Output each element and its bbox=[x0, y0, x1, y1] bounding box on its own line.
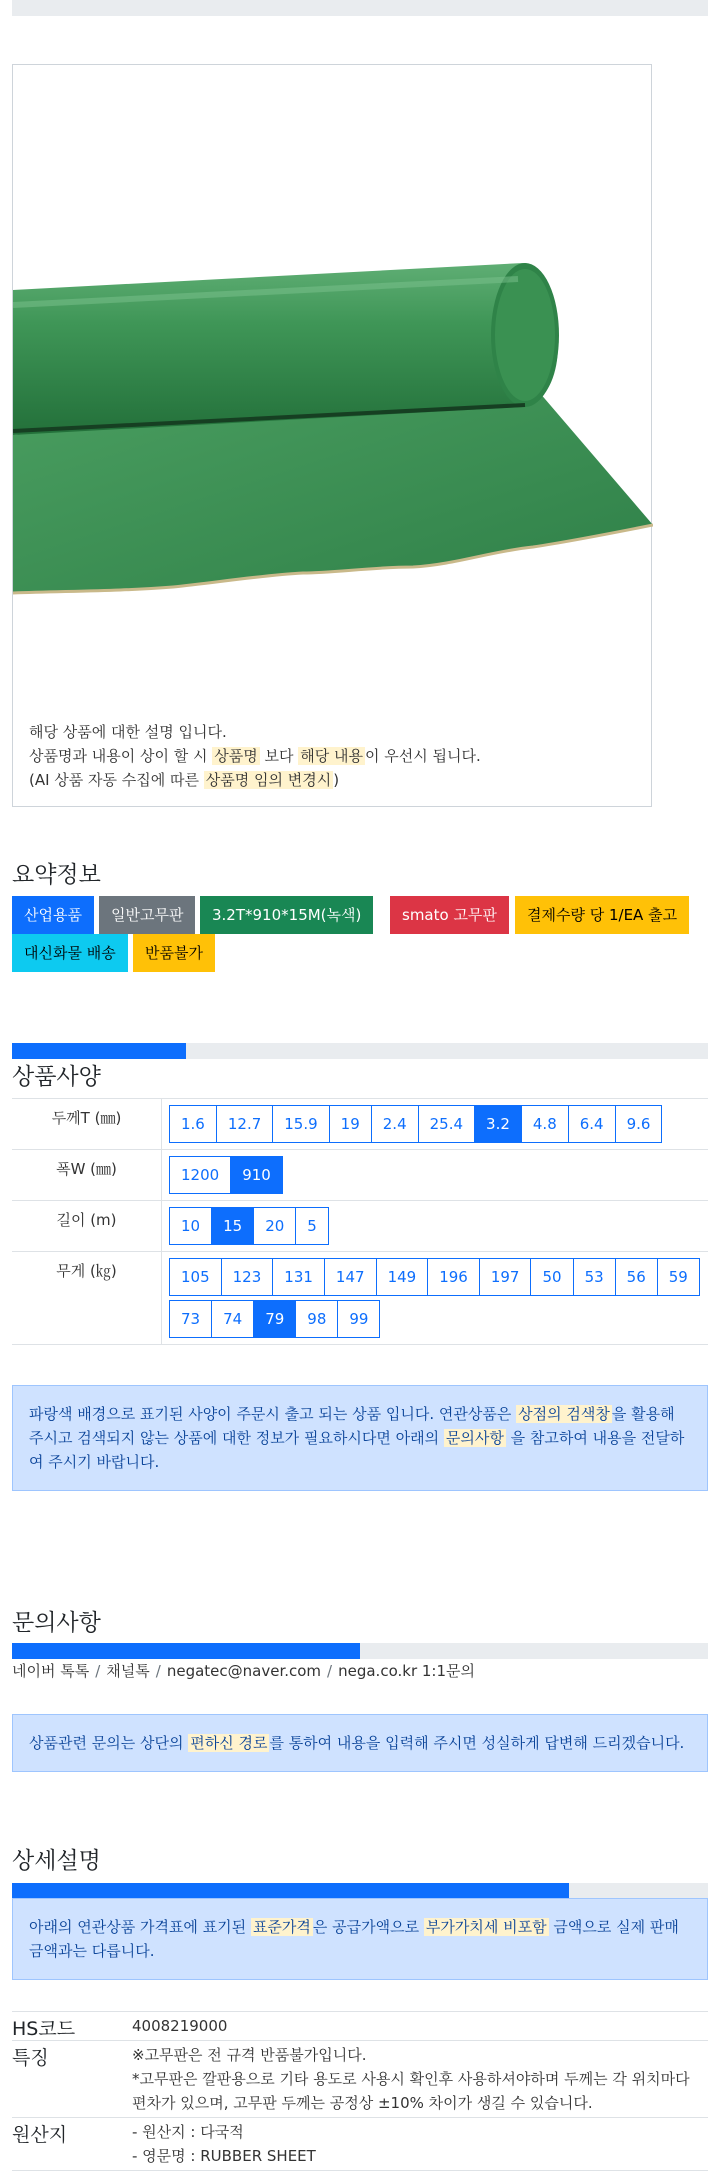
spec-option-button[interactable]: 98 bbox=[295, 1300, 338, 1338]
inquiry-title: 문의사항 bbox=[12, 1610, 101, 1636]
info-value bbox=[132, 2041, 708, 2117]
notice-text: 아래의 연관상품 가격표에 표기된 bbox=[29, 1918, 251, 1936]
spec-option-button[interactable]: 910 bbox=[230, 1156, 283, 1194]
spec-option-button[interactable]: 12.7 bbox=[216, 1105, 273, 1143]
spec-option-button[interactable]: 4.8 bbox=[521, 1105, 569, 1143]
badge-category[interactable]: 산업용품 bbox=[12, 896, 94, 934]
notice-text: 금액으로 실제 판매금액과는 다릅니다. bbox=[29, 1918, 679, 1960]
specs-progress bbox=[12, 1043, 708, 1059]
specs-title: 상품사양 bbox=[12, 1064, 101, 1090]
spec-option-button[interactable]: 56 bbox=[615, 1258, 658, 1296]
notice-text: 를 통하여 내용을 입력해 주시면 성실하게 답변해 드리겠습니다. bbox=[269, 1734, 685, 1752]
product-card bbox=[12, 64, 652, 807]
spec-option-button[interactable]: 105 bbox=[169, 1258, 222, 1296]
spec-option-button[interactable]: 53 bbox=[573, 1258, 616, 1296]
disclaimer-text: 보다 bbox=[259, 747, 299, 765]
separator: / bbox=[327, 1662, 333, 1680]
info-key: HS코드 bbox=[12, 2018, 76, 2040]
separator: / bbox=[95, 1662, 101, 1680]
spec-label: 길이 (m) bbox=[12, 1201, 162, 1251]
spec-options bbox=[165, 1099, 708, 1149]
spec-option-button[interactable]: 149 bbox=[376, 1258, 429, 1296]
disclaimer-text: (AI 상품 자동 수집에 따른 bbox=[29, 771, 204, 789]
inquiry-notice bbox=[12, 1714, 708, 1772]
highlight-inquiry: 문의사항 bbox=[445, 1429, 504, 1447]
contact-channels bbox=[12, 1660, 475, 1681]
spec-option-button[interactable]: 99 bbox=[337, 1300, 380, 1338]
notice-text: 을 참고하여 내용을 전달하여 주시기 바랍니다. bbox=[29, 1429, 685, 1471]
info-key: 원산지 bbox=[12, 2124, 68, 2146]
spec-option-button[interactable]: 3.2 bbox=[474, 1105, 522, 1143]
disclaimer-line-1: 해당 상품에 대한 설명 입니다. bbox=[29, 723, 227, 741]
spec-option-button[interactable]: 15 bbox=[211, 1207, 254, 1245]
specs-progress-fill bbox=[12, 1043, 186, 1059]
spec-option-button[interactable]: 123 bbox=[221, 1258, 274, 1296]
spec-option-button[interactable]: 73 bbox=[169, 1300, 212, 1338]
spec-option-button[interactable]: 25.4 bbox=[418, 1105, 475, 1143]
price-notice bbox=[12, 1898, 708, 1980]
spec-options bbox=[165, 1252, 708, 1344]
spec-row bbox=[12, 1252, 708, 1345]
highlight-vat-excluded: 부가가치세 비포함 bbox=[425, 1918, 547, 1936]
product-image bbox=[13, 195, 653, 635]
disclaimer-text: ) bbox=[333, 771, 340, 789]
spec-option-button[interactable]: 50 bbox=[530, 1258, 573, 1296]
spec-option-button[interactable]: 1200 bbox=[169, 1156, 231, 1194]
spec-option-button[interactable]: 5 bbox=[295, 1207, 329, 1245]
contact-email[interactable]: negatec@naver.com bbox=[166, 1662, 322, 1680]
info-value-line: 4008219000 bbox=[132, 2017, 228, 2035]
spec-options bbox=[165, 1150, 708, 1200]
spec-option-button[interactable]: 10 bbox=[169, 1207, 212, 1245]
spec-option-button[interactable]: 196 bbox=[427, 1258, 480, 1296]
spec-option-button[interactable]: 20 bbox=[253, 1207, 296, 1245]
info-value-line: ※고무판은 전 규격 반품불가입니다. bbox=[132, 2046, 367, 2064]
notice-text: 은 공급가액으로 bbox=[312, 1918, 424, 1936]
badge-brand[interactable]: smato 고무판 bbox=[390, 896, 509, 934]
info-key: 특징 bbox=[12, 2047, 49, 2069]
spec-option-button[interactable]: 15.9 bbox=[272, 1105, 329, 1143]
info-row bbox=[12, 2041, 708, 2118]
highlight-rename: 상품명 임의 변경시 bbox=[205, 771, 332, 789]
spec-row bbox=[12, 1201, 708, 1252]
detail-progress-fill bbox=[12, 1883, 569, 1899]
info-value bbox=[132, 2118, 708, 2170]
detail-progress bbox=[12, 1883, 708, 1899]
spec-label: 무게 (㎏) bbox=[12, 1252, 162, 1344]
spec-label: 폭W (㎜) bbox=[12, 1150, 162, 1200]
inquiry-progress bbox=[12, 1643, 708, 1659]
contact-naver-talk[interactable]: 네이버 톡톡 bbox=[12, 1662, 90, 1680]
separator: / bbox=[155, 1662, 161, 1680]
highlight-search: 상점의 검색창 bbox=[518, 1405, 610, 1423]
spec-option-button[interactable]: 6.4 bbox=[568, 1105, 616, 1143]
info-table bbox=[12, 2011, 708, 2171]
spec-notice bbox=[12, 1385, 708, 1491]
spec-option-button[interactable]: 9.6 bbox=[615, 1105, 663, 1143]
spec-row bbox=[12, 1150, 708, 1201]
highlight-route: 편하신 경로 bbox=[190, 1734, 268, 1752]
disclaimer-line-3 bbox=[29, 768, 629, 792]
highlight-product-name: 상품명 bbox=[214, 747, 258, 765]
badge-spec[interactable]: 3.2T*910*15M(녹색) bbox=[200, 896, 373, 934]
spec-table bbox=[12, 1098, 708, 1345]
info-value-line: - 원산지 : 다국적 bbox=[132, 2123, 244, 2141]
spec-option-button[interactable]: 19 bbox=[329, 1105, 372, 1143]
info-value-line: - 영문명 : RUBBER SHEET bbox=[132, 2147, 316, 2165]
notice-text: 파랑색 배경으로 표기된 사양이 주문시 출고 되는 상품 입니다. 연관상품은 bbox=[29, 1405, 517, 1423]
disclaimer-text: 상품명과 내용이 상이 할 시 bbox=[29, 747, 213, 765]
top-bar bbox=[12, 0, 708, 16]
detail-title: 상세설명 bbox=[12, 1848, 101, 1874]
notice-text: 을 활용해 주시고 검색되지 않는 상품에 대한 정보가 필요하시다면 아래의 bbox=[29, 1405, 675, 1447]
spec-row bbox=[12, 1099, 708, 1150]
badge-shipping[interactable]: 대신화물 배송 bbox=[12, 934, 128, 972]
disclaimer-text: 이 우선시 됩니다. bbox=[364, 747, 481, 765]
spec-option-button[interactable]: 147 bbox=[324, 1258, 377, 1296]
disclaimer-line-2 bbox=[29, 744, 629, 768]
spec-option-button[interactable]: 197 bbox=[479, 1258, 532, 1296]
notice-text: 상품관련 문의는 상단의 bbox=[29, 1734, 189, 1752]
info-value bbox=[132, 2012, 708, 2040]
spec-option-button[interactable]: 79 bbox=[253, 1300, 296, 1338]
spec-option-button[interactable]: 131 bbox=[272, 1258, 325, 1296]
highlight-content: 해당 내용 bbox=[300, 747, 363, 765]
highlight-standard-price: 표준가격 bbox=[252, 1918, 311, 1936]
spec-option-button[interactable]: 2.4 bbox=[371, 1105, 419, 1143]
badge-no-return[interactable]: 반품불가 bbox=[133, 934, 215, 972]
spec-label: 두께T (㎜) bbox=[12, 1099, 162, 1149]
info-row bbox=[12, 2118, 708, 2171]
info-row bbox=[12, 2012, 708, 2041]
spec-option-button[interactable]: 59 bbox=[657, 1258, 700, 1296]
spec-options bbox=[165, 1201, 708, 1251]
badge-type[interactable]: 일반고무판 bbox=[99, 896, 195, 934]
contact-channel-talk[interactable]: 채널톡 bbox=[106, 1662, 150, 1680]
spec-option-button[interactable]: 74 bbox=[211, 1300, 254, 1338]
spec-option-button[interactable]: 1.6 bbox=[169, 1105, 217, 1143]
contact-website-inquiry[interactable]: nega.co.kr 1:1문의 bbox=[338, 1662, 475, 1680]
inquiry-progress-fill bbox=[12, 1643, 360, 1659]
badge-quantity[interactable]: 결제수량 당 1/EA 출고 bbox=[515, 896, 689, 934]
summary-title: 요약정보 bbox=[12, 862, 101, 888]
product-disclaimer bbox=[29, 720, 629, 792]
info-value-line: *고무판은 깔판용으로 기타 용도로 사용시 확인후 사용하셔야하며 두께는 각 위치마다 편차가 있으며, 고무판 두께는 공정상 ±10% 차이가 생길 수 있습니다. bbox=[132, 2070, 690, 2112]
